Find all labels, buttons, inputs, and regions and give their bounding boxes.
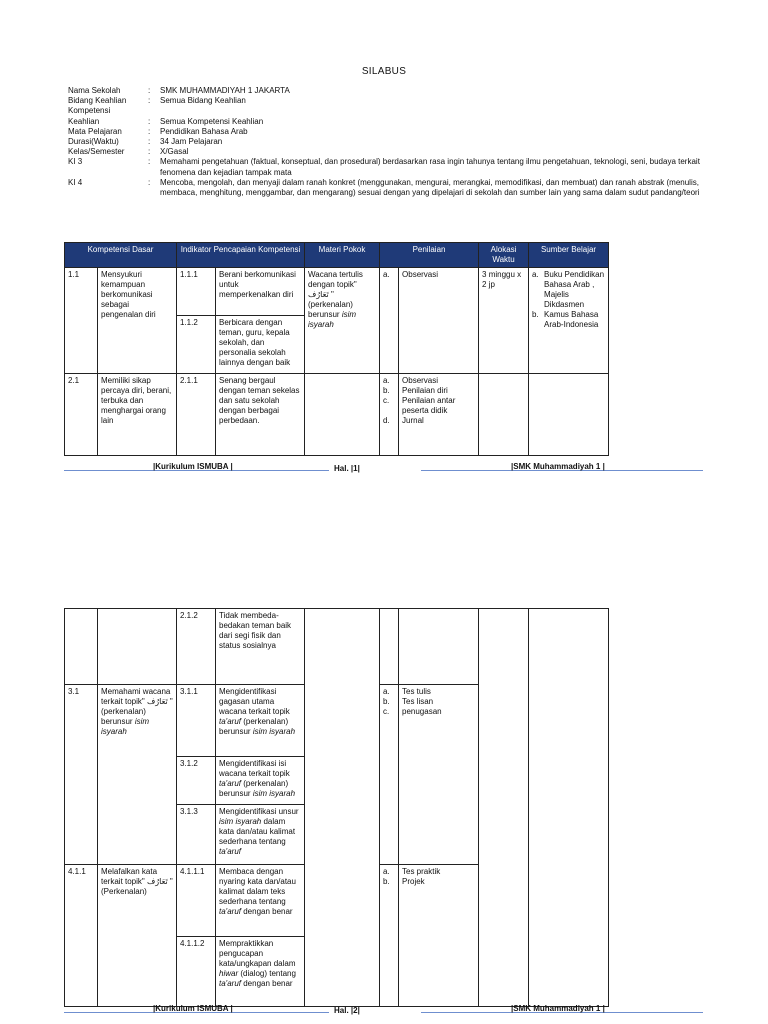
info-row: [68, 127, 708, 137]
materi-pokok: [305, 268, 380, 374]
materi-pokok: [305, 374, 380, 456]
ipk-text: Berani berkomunikasi untuk memperkenalkan diri: [216, 268, 305, 316]
ipk-italic: isim isyarah: [252, 727, 296, 736]
syllabus-info: [68, 86, 708, 198]
ipk-italic: ta'aruf: [219, 717, 241, 726]
page-1: [0, 0, 768, 500]
page-footer: [0, 460, 768, 480]
info-label: Mata Pelajaran: [68, 126, 122, 136]
kd-arabic: تَعَارُف: [146, 697, 168, 706]
list-marker: d.: [383, 416, 390, 425]
header-indikator: Indikator Pencapaian Kompetensi: [177, 243, 305, 268]
kd-number: 1.1: [65, 268, 98, 374]
materi-text: " (perkenalan) berunsur: [308, 290, 353, 319]
info-value: 34 Jam Pelajaran: [160, 137, 223, 147]
list-text: Tes lisan: [402, 697, 434, 706]
header-kompetensi-dasar: Kompetensi Dasar: [65, 243, 177, 268]
info-label: Keahlian: [68, 116, 100, 126]
list-marker: c.: [383, 707, 390, 716]
ipk-italic: ta'aruf: [219, 907, 241, 916]
info-colon: :: [148, 96, 151, 106]
ipk-text: [216, 805, 305, 865]
list-text: penugasan: [402, 707, 442, 716]
info-value: Semua Kompetensi Keahlian: [160, 116, 264, 126]
info-colon: :: [148, 177, 151, 187]
ipk-text: [216, 937, 305, 1007]
info-row: [68, 147, 708, 157]
info-label: Durasi(Waktu): [68, 137, 119, 147]
list-marker: a.: [532, 270, 539, 279]
info-value: Memahami pengetahuan (faktual, konseptual, dan prosedural) berdasarkan rasa ingin tahunya tentang ilmu pengetahuan, teknologi, seni, budaya terkait fenomena dan kejadian tampak mata: [160, 157, 700, 177]
document-title: SILABUS: [361, 66, 407, 77]
kd-text: [98, 865, 177, 1007]
ipk-text-part: Membaca dengan nyaring kata dan/atau kalimat dalam teks sederhana tentang: [219, 867, 296, 906]
ipk-text-part: dengan benar: [243, 907, 293, 916]
ipk-text-part: dalam kata dan/atau kalimat sederhana tentang: [219, 817, 296, 846]
sumber-belajar: [529, 609, 609, 1007]
ipk-text: Senang bergaul dengan teman sekelas dan satu sekolah dengan berbagai perbedaan.: [216, 374, 305, 456]
ipk-italic: ta'aruf: [219, 847, 241, 856]
penilaian-text: [399, 865, 479, 1007]
ipk-text-part: Mengidentifikasi unsur: [219, 807, 299, 816]
info-label: Kelas/Semester: [68, 147, 125, 157]
penilaian-text: Observasi: [399, 268, 479, 374]
list-marker: b.: [383, 386, 390, 395]
info-colon: :: [148, 157, 151, 167]
list-marker: a.: [383, 376, 390, 385]
info-label: Bidang Keahlian: [68, 96, 127, 106]
list-marker: c.: [383, 396, 390, 405]
info-colon: :: [148, 86, 151, 95]
ipk-number: 2.1.1: [177, 374, 216, 456]
syllabus-table-page-2: [64, 608, 609, 1007]
footer-school: |SMK Muhammadiyah 1 |: [511, 462, 605, 471]
kd-number: 3.1: [65, 685, 98, 865]
info-label: KI 4: [68, 177, 83, 187]
list-text: Tes praktik: [402, 867, 441, 876]
ipk-number: 4.1.1.1: [177, 865, 216, 937]
header-materi-pokok: Materi Pokok: [305, 243, 380, 268]
penilaian-letter: [380, 865, 399, 1007]
list-text: Jurnal: [402, 416, 424, 425]
list-item: [532, 270, 605, 310]
ipk-italic: hiwar: [219, 969, 239, 978]
table-row: [65, 374, 609, 456]
table-row: [65, 268, 609, 316]
info-colon: :: [148, 147, 151, 157]
ipk-number: 4.1.1.2: [177, 937, 216, 1007]
info-row: [68, 86, 708, 96]
ipk-italic: ta'aruf: [219, 779, 241, 788]
sumber-belajar: [529, 374, 609, 456]
info-row: [68, 137, 708, 147]
table-header-row: [65, 243, 609, 268]
ipk-text-part: Mempraktikkan pengucapan kata/ungkapan dalam: [219, 939, 296, 968]
info-label: Nama Sekolah: [68, 86, 121, 95]
list-marker: b.: [383, 877, 390, 886]
info-row: [68, 117, 708, 127]
info-colon: :: [148, 137, 151, 147]
sumber-belajar: [529, 268, 609, 374]
list-text: Buku Pendidikan Bahasa Arab , Majelis Dikdasmen: [544, 270, 605, 309]
penilaian-letter: [380, 374, 399, 456]
ipk-text-part: dengan benar: [243, 979, 293, 988]
list-text: Observasi: [402, 376, 439, 385]
ipk-number: 1.1.1: [177, 268, 216, 316]
penilaian-letter: [380, 609, 399, 685]
info-value: X/Gasal: [160, 147, 189, 157]
info-colon: :: [148, 116, 151, 126]
kd-text: [98, 685, 177, 865]
syllabus-table-page-1: [64, 242, 609, 456]
table-row: [65, 609, 609, 685]
header-alokasi-waktu: Alokasi Waktu: [479, 243, 529, 268]
footer-curriculum: |Kurikulum ISMUBA |: [153, 1004, 233, 1013]
ipk-text: [216, 757, 305, 805]
page-footer: [0, 1002, 768, 1022]
materi-italic: isim isyarah: [308, 310, 357, 329]
materi-pokok: [305, 609, 380, 1007]
ipk-text-part: (dialog) tentang: [240, 969, 296, 978]
footer-school: |SMK Muhammadiyah 1 |: [511, 1004, 605, 1013]
penilaian-text: [399, 374, 479, 456]
ipk-text-part: (perkenalan) berunsur: [219, 779, 289, 798]
ipk-italic: ta'aruf: [219, 979, 241, 988]
ipk-number: 3.1.3: [177, 805, 216, 865]
list-text: Tes tulis: [402, 687, 431, 696]
penilaian-letter: a.: [380, 268, 399, 374]
header-penilaian: Penilaian: [380, 243, 479, 268]
kd-number: 2.1: [65, 374, 98, 456]
footer-page-number: Hal. |1|: [334, 464, 360, 473]
page-2: [0, 500, 768, 1024]
info-value: [160, 106, 708, 116]
kd-text-part: " (perkenalan) berunsur: [101, 697, 173, 726]
header-sumber-belajar: Sumber Belajar: [529, 243, 609, 268]
kd-italic: isim isyarah: [101, 717, 150, 736]
materi-text: Wacana tertulis dengan topik": [308, 270, 363, 289]
ipk-text-part: (perkenalan) berunsur: [219, 717, 289, 736]
kd-text-part: Memahami wacana terkait topik": [101, 687, 171, 706]
kd-text-part: " (Perkenalan): [101, 877, 173, 896]
info-value: SMK MUHAMMADIYAH 1 JAKARTA: [160, 86, 290, 95]
ipk-text-part: Mengidentifikasi isi wacana terkait topik: [219, 759, 290, 778]
info-value: Mencoba, mengolah, dan menyaji dalam ranah konkret (menggunakan, mengurai, merangkai, memodifikasi, dan membuat) dan ranah abstrak (menulis, membaca, menghitung, menggambar, dan mengarang) sesuai dengan yang dipelajari di sekolah dan sumber lain yang sama dalam sudut pandang/teori: [160, 177, 700, 198]
ipk-number: 3.1.2: [177, 757, 216, 805]
kd-number: 4.1.1: [65, 865, 98, 1007]
ipk-number: 3.1.1: [177, 685, 216, 757]
list-marker: a.: [383, 687, 390, 696]
alokasi-waktu: 3 minggu x 2 jp: [479, 268, 529, 374]
list-text: Penilaian antar peserta didik: [402, 396, 456, 415]
kd-text: Mensyukuri kemampuan berkomunikasi sebagai pengenalan diri: [98, 268, 177, 374]
ipk-italic: isim isyarah: [252, 789, 296, 798]
kd-text: Memiliki sikap percaya diri, berani, terbuka dan menghargai orang lain: [98, 374, 177, 456]
ipk-number: 2.1.2: [177, 609, 216, 685]
ipk-text: [216, 685, 305, 757]
kd-text-part: Melafalkan kata terkait topik": [101, 867, 158, 886]
ipk-italic: isim isyarah: [219, 817, 262, 826]
info-colon: [148, 106, 160, 116]
info-row: [68, 106, 708, 116]
materi-arabic: تَعَارُف: [308, 290, 329, 299]
info-label: Kompetensi: [68, 106, 111, 116]
list-text: Penilaian diri: [402, 386, 448, 395]
kd-text: [98, 609, 177, 685]
kd-arabic: تَعَارُف: [146, 877, 168, 886]
info-value: Semua Bidang Keahlian: [160, 96, 246, 106]
list-marker: b.: [532, 310, 539, 319]
ipk-text: [216, 865, 305, 937]
list-marker: a.: [383, 867, 390, 876]
info-row: [68, 178, 708, 198]
kd-number: [65, 609, 98, 685]
list-text: Kamus Bahasa Arab-Indonesia: [544, 310, 599, 329]
penilaian-letter: [380, 685, 399, 865]
info-row: [68, 157, 708, 177]
footer-curriculum: |Kurikulum ISMUBA |: [153, 462, 233, 471]
list-marker: b.: [383, 697, 390, 706]
ipk-text: Berbicara dengan teman, guru, kepala sekolah, dan personalia sekolah lainnya dengan baik: [216, 316, 305, 374]
info-value: Pendidikan Bahasa Arab: [160, 126, 248, 136]
penilaian-text: [399, 685, 479, 865]
alokasi-waktu: [479, 609, 529, 1007]
ipk-number: 1.1.2: [177, 316, 216, 374]
penilaian-text: [399, 609, 479, 685]
list-text: Projek: [402, 877, 425, 886]
info-row: [68, 96, 708, 106]
footer-page-number: Hal. |2|: [334, 1006, 360, 1015]
ipk-text-part: Mengidentifikasi gagasan utama wacana terkait topik: [219, 687, 290, 716]
ipk-text: Tidak membeda-bedakan teman baik dari segi fisik dan status sosialnya: [216, 609, 305, 685]
info-colon: :: [148, 126, 151, 136]
info-label: KI 3: [68, 157, 83, 167]
list-item: [532, 310, 605, 330]
alokasi-waktu: [479, 374, 529, 456]
